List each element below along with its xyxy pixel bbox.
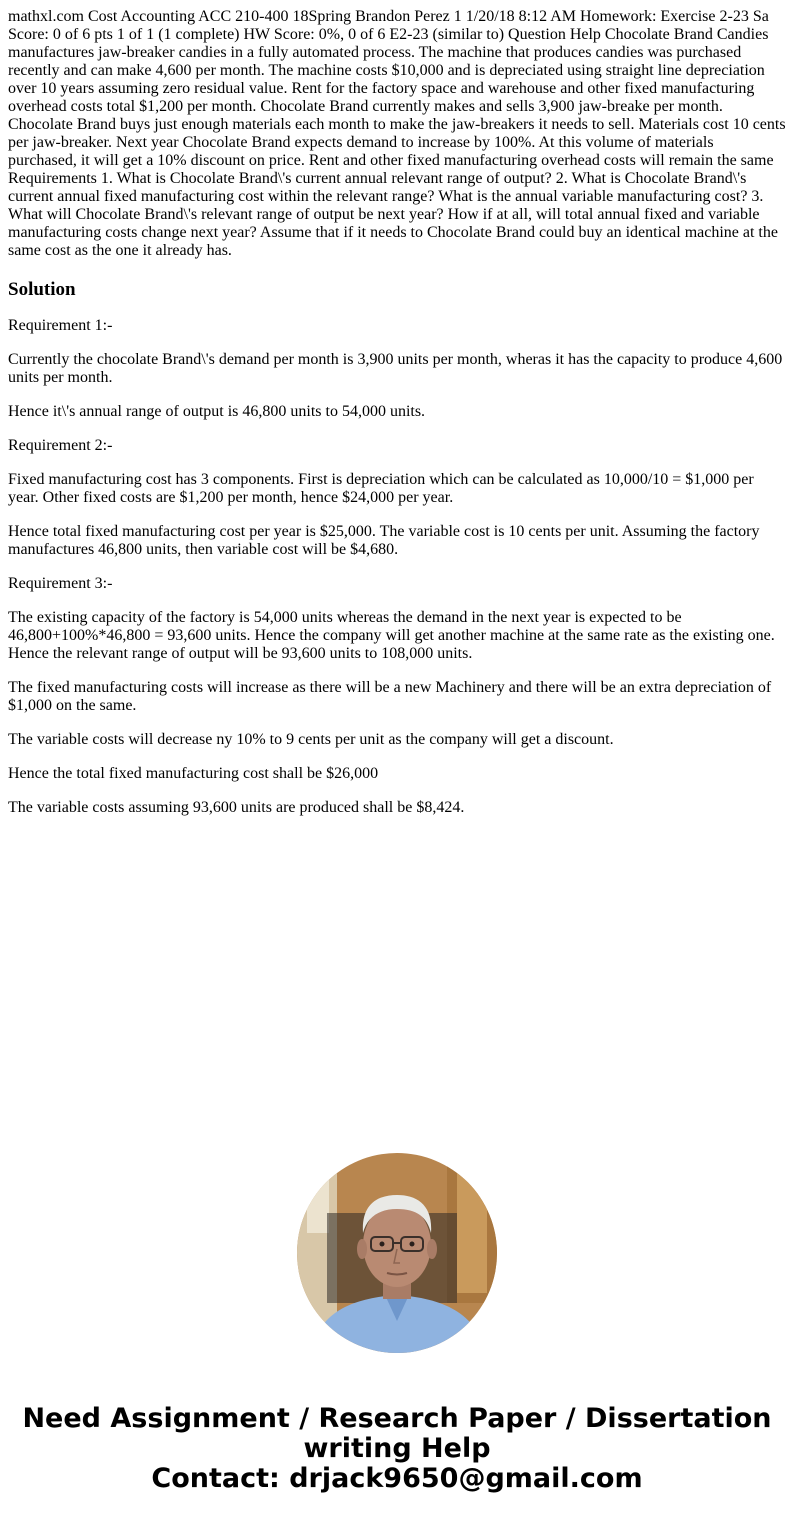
solution-body xyxy=(8,317,786,817)
question-text: mathxl.com Cost Accounting ACC 210-400 18Spring Brandon Perez 1 1/20/18 8:12 AM Homework: Exercise 2-23 Sa Score: 0 of 6 pts 1 of 1 (1 complete) HW Score: 0%, 0 of 6 E2-23 (similar to) Question Help Chocolate Brand Candies manufactures jaw-breaker candies in a fully automated process. The machine that produces candies was purchased recently and can make 4,600 per month. The machine costs $10,000 and is depreciated using straight line depreciation over 10 years assuming zero residual value. Rent for the factory space and warehouse and other fixed manufacturing overhead costs total $1,200 per month. Chocolate Brand currently makes and sells 3,900 jaw-breake per month. Chocolate Brand buys just enough materials each month to make the jaw-breakers it needs to sell. Materials cost 10 cents per jaw-breaker. Next year Chocolate Brand expects demand to increase by 100%. At this volume of materials purchased, it will get a 10% discount on price. Rent and other fixed manufacturing overhead costs will remain the same Requirements 1. What is Chocolate Brand\'s current annual relevant range of output? 2. What is Chocolate Brand\'s current annual fixed manufacturing cost within the relevant range? What is the annual variable manufacturing cost? 3. What will Chocolate Brand\'s relevant range of output be next year? How if at all, will total annual fixed and variable manufacturing costs change next year? Assume that if it needs to Chocolate Brand could buy an identical machine at the same cost as the one it already has. xyxy=(8,8,786,259)
solution-paragraph: Requirement 1:- xyxy=(8,317,113,334)
footer-contact: Contact: drjack9650@gmail.com xyxy=(151,1463,643,1494)
solution-paragraph: Requirement 2:- xyxy=(8,437,113,454)
solution-heading: Solution xyxy=(8,279,76,300)
page-content xyxy=(8,8,786,833)
portrait-icon xyxy=(297,1153,497,1353)
solution-paragraph: The fixed manufacturing costs will increase as there will be a new Machinery and there will be an extra depreciation of $1,000 on the same. xyxy=(8,679,772,714)
solution-paragraph: Requirement 3:- xyxy=(8,575,113,592)
solution-paragraph: Hence it\'s annual range of output is 46,800 units to 54,000 units. xyxy=(8,403,426,420)
footer-line: writing Help xyxy=(303,1433,491,1464)
solution-paragraph: The existing capacity of the factory is 54,000 units whereas the demand in the next year is expected to be 46,800+100%*46,800 = 93,600 units. Hence the company will get another machine at the same rate as the existing one. Hence the relevant range of output will be 93,600 units to 108,000 units. xyxy=(8,609,775,662)
solution-paragraph: Hence the total fixed manufacturing cost shall be $26,000 xyxy=(8,765,379,782)
solution-paragraph: The variable costs assuming 93,600 units are produced shall be $8,424. xyxy=(8,799,465,816)
solution-paragraph: Currently the chocolate Brand\'s demand per month is 3,900 units per month, wheras it has the capacity to produce 4,600 units per month. xyxy=(8,351,783,386)
solution-paragraph: Hence total fixed manufacturing cost per year is $25,000. The variable cost is 10 cents per unit. Assuming the factory manufactures 46,800 units, then variable cost will be $4,680. xyxy=(8,523,760,558)
footer-banner xyxy=(0,1404,794,1494)
author-photo xyxy=(297,1153,497,1353)
footer-line: Need Assignment / Research Paper / Dissertation xyxy=(22,1403,772,1434)
solution-paragraph: Fixed manufacturing cost has 3 components. First is depreciation which can be calculated as 10,000/10 = $1,000 per year. Other fixed costs are $1,200 per month, hence $24,000 per year. xyxy=(8,471,754,506)
solution-paragraph: The variable costs will decrease ny 10% to 9 cents per unit as the company will get a discount. xyxy=(8,731,614,748)
